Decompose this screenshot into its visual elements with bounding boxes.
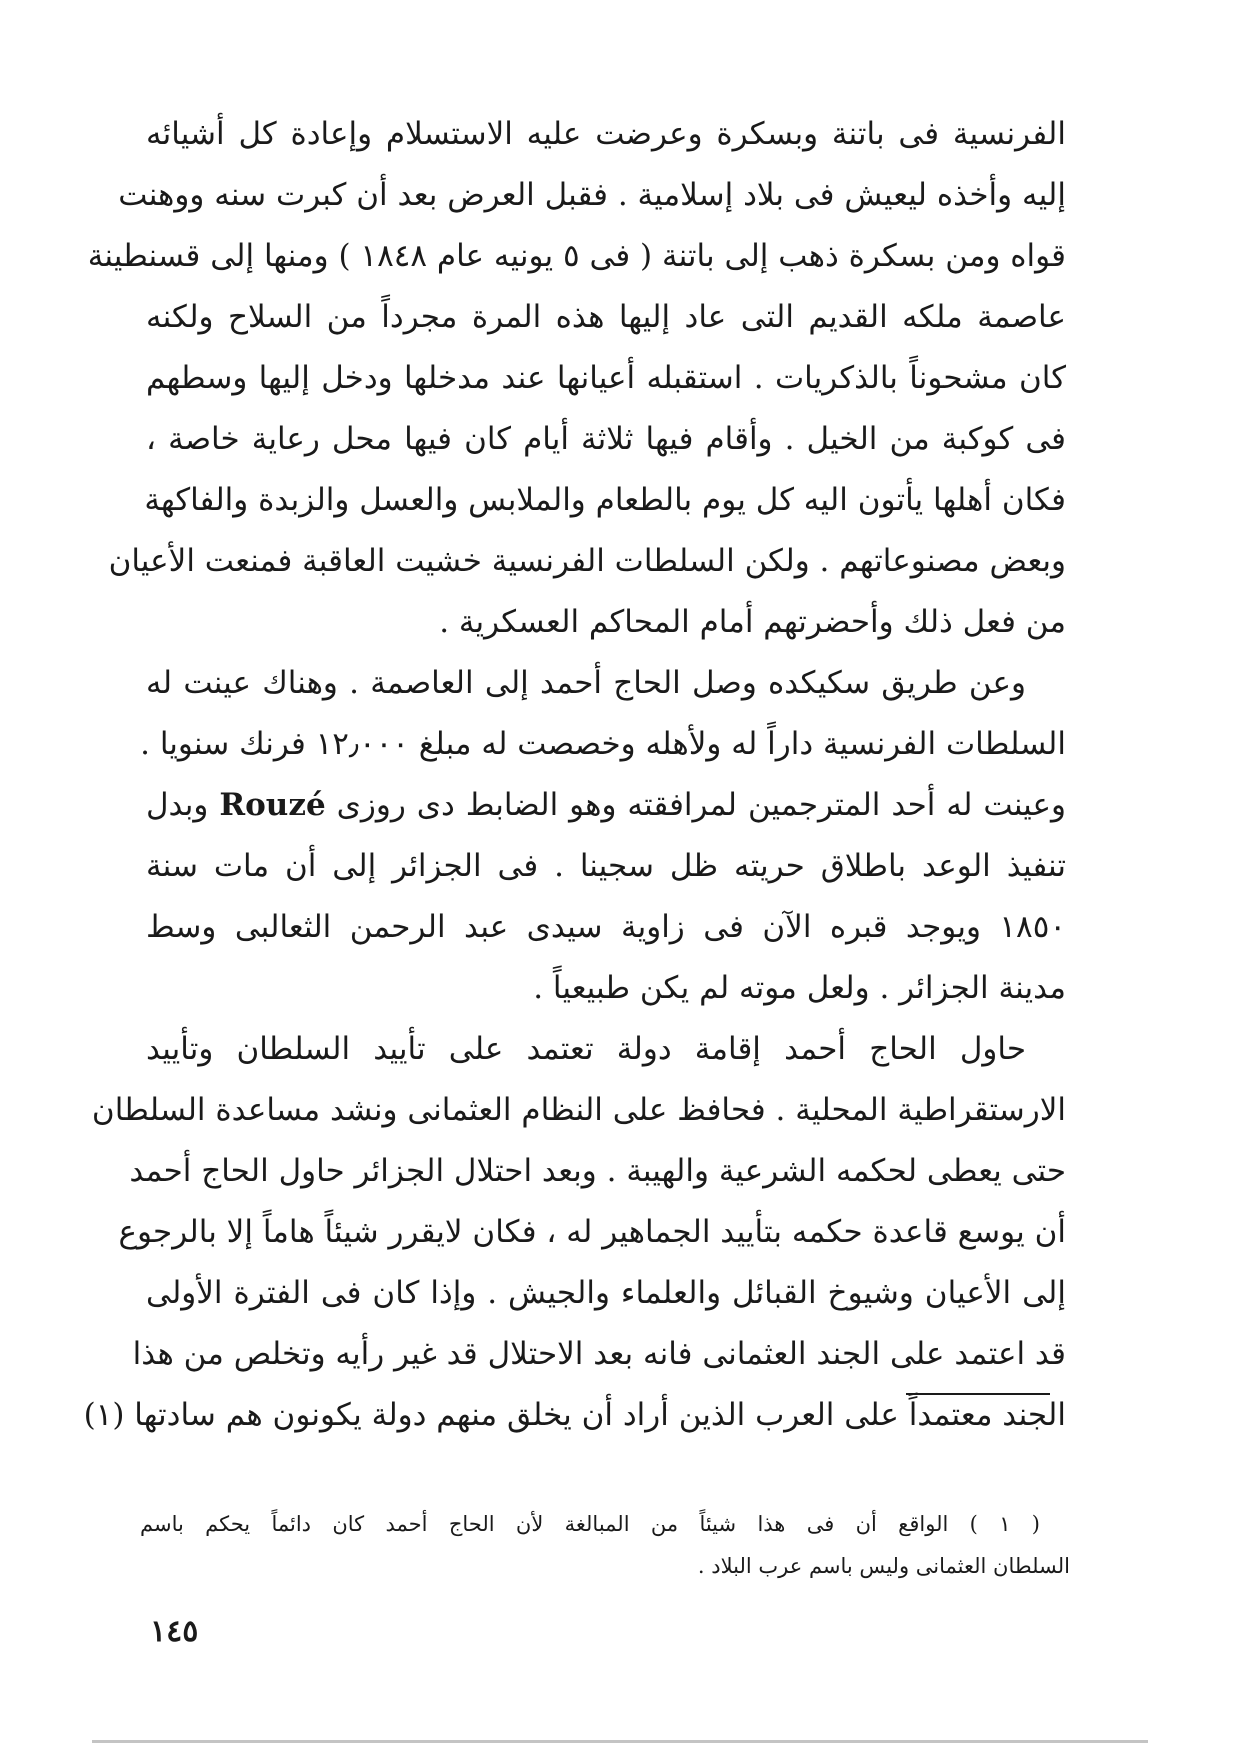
text-line: إليه وأخذه ليعيش فى بلاد إسلامية . فقبل العرض بعد أن كبرت سنه ووهنت <box>118 177 1066 213</box>
text-line: الفرنسية فى باتنة وبسكرة وعرضت عليه الاستسلام وإعادة كل أشيائه <box>146 116 1066 152</box>
text-line: قد اعتمد على الجند العثمانى فانه بعد الاحتلال قد غير رأيه وتخلص من هذا <box>132 1336 1066 1372</box>
text-line: الارستقراطية المحلية . فحافظ على النظام العثمانى ونشد مساعدة السلطان <box>91 1092 1066 1128</box>
footnote-line: ( ١ ) الواقع أن فى هذا شيئاً من المبالغة لأن الحاج أحمد كان دائماً يحكم باسم <box>140 1512 1040 1536</box>
paragraph-2 <box>140 653 1066 1019</box>
text-line: مدينة الجزائر . ولعل موته لم يكن طبيعياً . <box>533 970 1066 1006</box>
text-segment: وعينت له أحد المترجمين لمرافقته وهو الضابط دى روزى <box>336 787 1066 823</box>
text-line-with-name <box>146 775 1066 836</box>
text-line: من فعل ذلك وأحضرتهم أمام المحاكم العسكرية . <box>439 604 1066 640</box>
page-number: ١٤٥ <box>150 1614 199 1649</box>
text-line: الجند معتمداً على العرب الذين أراد أن يخلق منهم دولة يكونون هم سادتها (١) <box>83 1397 1066 1433</box>
text-line: فكان أهلها يأتون اليه كل يوم بالطعام والملابس والعسل والزبدة والفاكهة <box>144 482 1066 518</box>
text-line: أن يوسع قاعدة حكمه بتأييد الجماهير له ، فكان لايقرر شيئاً هاماً إلا بالرجوع <box>118 1214 1066 1250</box>
text-line: تنفيذ الوعد باطلاق حريته ظل سجينا . فى الجزائر إلى أن مات سنة <box>146 848 1066 884</box>
footnote-line: السلطان العثمانى وليس باسم عرب البلاد . <box>697 1554 1070 1578</box>
latin-name: Rouzé <box>219 787 326 823</box>
page-bottom-edge <box>92 1740 1148 1743</box>
text-line: عاصمة ملكه القديم التى عاد إليها هذه المرة مجرداً من السلاح ولكنه <box>146 299 1066 335</box>
text-line: وبعض مصنوعاتهم . ولكن السلطات الفرنسية خشيت العاقبة فمنعت الأعيان <box>108 543 1066 579</box>
text-line: حتى يعطى لحكمه الشرعية والهيبة . وبعد احتلال الجزائر حاول الحاج أحمد <box>129 1153 1066 1189</box>
text-line: فى كوكبة من الخيل . وأقام فيها ثلاثة أيام كان فيها محل رعاية خاصة ، <box>146 421 1066 457</box>
footnote <box>140 1503 1070 1587</box>
text-line: ١٨٥٠ ويوجد قبره الآن فى زاوية سيدى عبد الرحمن الثعالبى وسط <box>146 909 1066 945</box>
paragraph-1 <box>87 104 1066 653</box>
text-line: حاول الحاج أحمد إقامة دولة تعتمد على تأييد السلطان وتأييد <box>146 1031 1026 1067</box>
text-line: قواه ومن بسكرة ذهب إلى باتنة ( فى ٥ يونيه عام ١٨٤٨ ) ومنها إلى قسنطينة <box>87 238 1066 274</box>
body-text <box>83 104 1066 1446</box>
paragraph-3 <box>83 1019 1066 1446</box>
text-segment: وبدل <box>146 787 209 823</box>
text-line: السلطات الفرنسية داراً له ولأهله وخصصت له مبلغ ١٢٫٠٠٠ فرنك سنويا . <box>140 726 1066 762</box>
text-line: وعن طريق سكيكده وصل الحاج أحمد إلى العاصمة . وهناك عينت له <box>146 665 1026 701</box>
text-line: إلى الأعيان وشيوخ القبائل والعلماء والجيش . وإذا كان فى الفترة الأولى <box>146 1275 1066 1311</box>
footnote-separator <box>906 1393 1050 1395</box>
text-line: كان مشحوناً بالذكريات . استقبله أعيانها عند مدخلها ودخل إليها وسطهم <box>146 360 1066 396</box>
